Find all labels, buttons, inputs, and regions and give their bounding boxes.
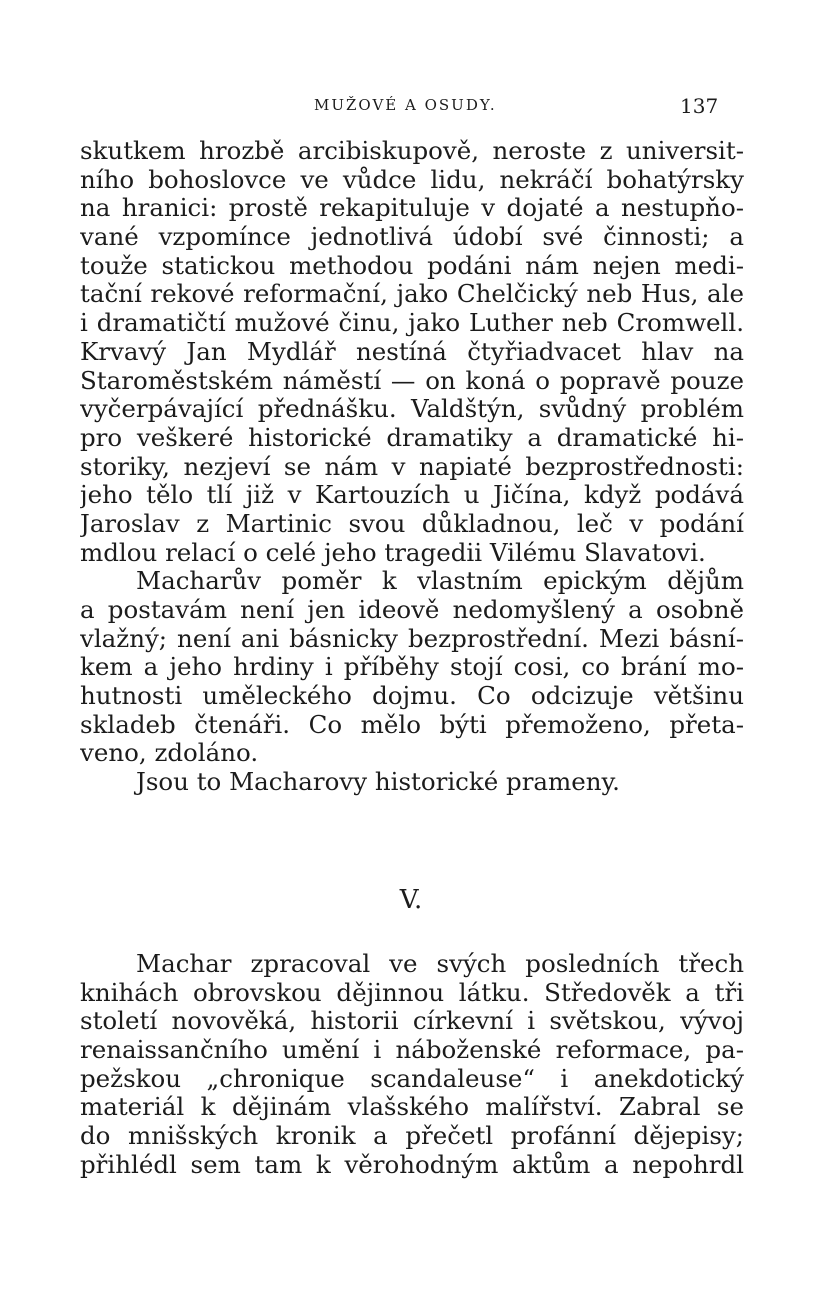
text-block-section-v — [80, 950, 744, 1180]
text-line: kem a jeho hrdiny i příběhy stojí cosi, co brání mo- — [80, 653, 744, 682]
text-line: pro veškeré historické dramatiky a dramatické hi- — [80, 423, 744, 452]
text-line: do mnišských kronik a přečetl profánní dějepisy; — [80, 1122, 744, 1151]
running-head — [0, 94, 822, 124]
section-heading: V. — [399, 885, 423, 915]
text-line: na hranici: prostě rekapituluje v dojaté a nestupňo- — [80, 194, 744, 223]
paragraph-start-line: Macharův poměr k vlastním epickým dějům — [136, 567, 744, 596]
text-line: jeho tělo tlí již v Kartouzích u Jičína, když podává — [80, 481, 744, 510]
text-line: Krvavý Jan Mydlář nestíná čtyřiadvacet hlav na — [80, 337, 744, 366]
text-block-continuation — [80, 137, 744, 797]
text-line: století novověká, historii církevní i světskou, vývoj — [80, 1007, 744, 1036]
paragraph-start-line: Jsou to Macharovy historické prameny. — [136, 768, 620, 797]
text-line: skladeb čtenáři. Co mělo býti přemoženo, přeta- — [80, 710, 744, 739]
text-line: ního bohoslovce ve vůdce lidu, nekráčí bohatýrsky — [80, 165, 744, 194]
text-line: touže statickou methodou podáni nám nejen medi- — [80, 251, 744, 280]
paragraph-start-line: Machar zpracoval ve svých posledních třech — [136, 950, 744, 978]
running-title: MUŽOVÉ A OSUDY. — [314, 96, 497, 114]
text-line: renaissančního umění i náboženské reformace, pa- — [80, 1036, 744, 1065]
text-line: i dramatičtí mužové činu, jako Luther neb Cromwell. — [80, 309, 744, 338]
text-line: skutkem hrozbě arcibiskupově, neroste z universit- — [80, 137, 744, 165]
text-line: vané vzpomínce jednotlivá údobí své činnosti; a — [80, 223, 744, 252]
text-line: Jaroslav z Martinic svou důkladnou, leč v podání — [80, 509, 744, 538]
text-line: mdlou relací o celé jeho tragedii Vilému Slavatovi. — [80, 538, 706, 567]
page-number: 137 — [680, 94, 719, 118]
text-line: přihlédl sem tam k věrohodným aktům a nepohrdl — [80, 1150, 744, 1179]
text-line: knihách obrovskou dějinnou látku. Středověk a tři — [80, 978, 744, 1007]
text-line: vyčerpávající přednášku. Valdštýn, svůdný problém — [80, 395, 744, 424]
text-line: storiky, nezjeví se nám v napiaté bezprostřednosti: — [80, 452, 744, 481]
text-line: materiál k dějinám vlašského malířství. Zabral se — [80, 1093, 744, 1122]
text-line: a postavám není jen ideově nedomyšlený a osobně — [80, 596, 744, 624]
text-line: tační rekové reformační, jako Chelčický neb Hus, ale — [80, 280, 744, 309]
text-line: hutnosti uměleckého dojmu. Co odcizuje většinu — [80, 682, 744, 711]
text-line: veno, zdoláno. — [80, 739, 259, 768]
text-line: vlažný; není ani básnicky bezprostřední. Mezi básní- — [80, 624, 744, 653]
text-line: pežskou „chronique scandaleuse“ i anekdotický — [80, 1064, 744, 1093]
text-line: Staroměstském náměstí — on koná o popravě pouze — [80, 366, 744, 395]
